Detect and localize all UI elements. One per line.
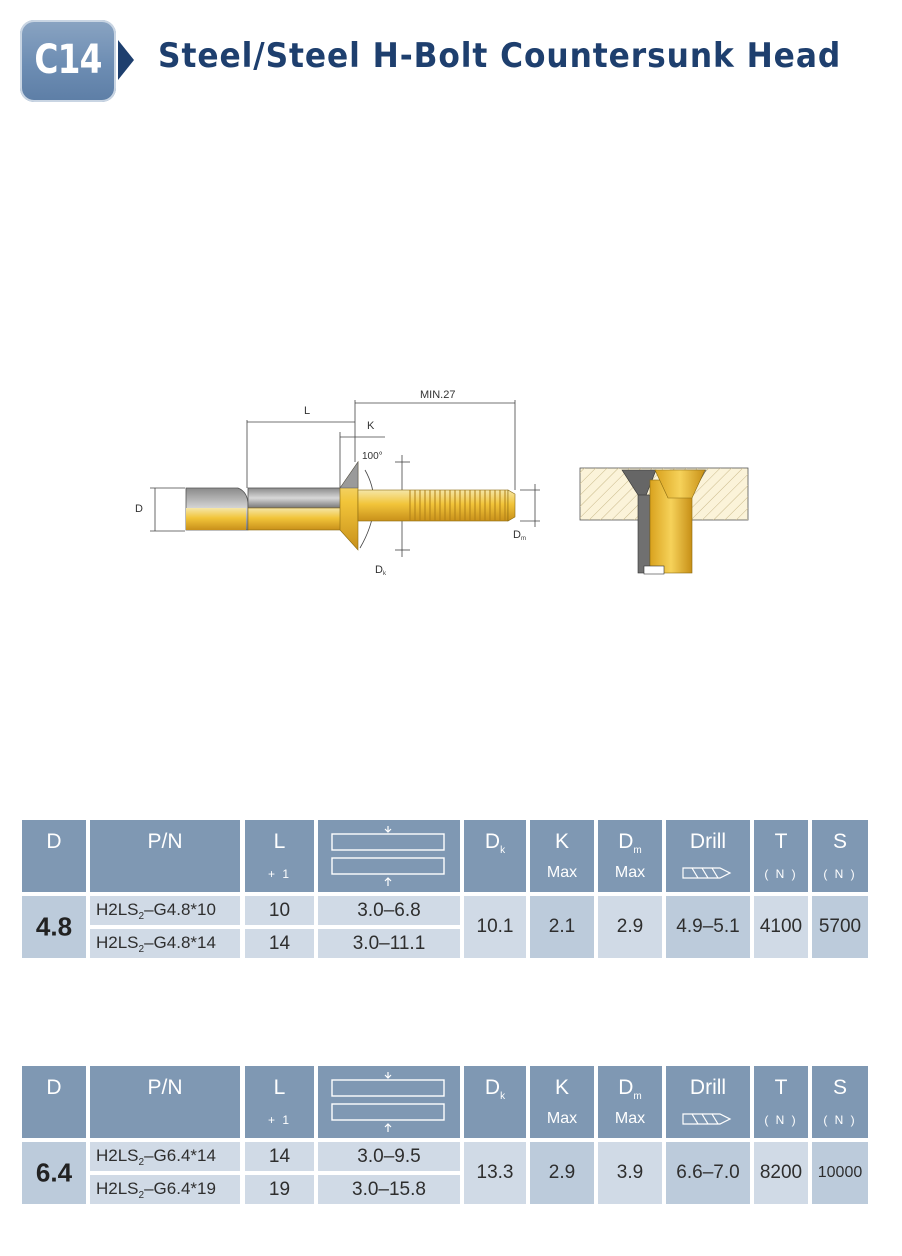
dim-k-label: K (367, 420, 375, 432)
cell-part-number: $H2LS_2-G6.4*19$ (90, 1175, 240, 1204)
dim-dk-label: Dk (375, 564, 386, 577)
col-header-s: S ( N ) (812, 1066, 868, 1138)
col-header-pn: P/N (90, 1066, 240, 1138)
arrow-right-icon (118, 40, 134, 80)
spec-table-4-8 (22, 820, 870, 960)
dim-l-label: L (304, 405, 311, 417)
cell-length: 10 (245, 896, 314, 925)
grip-range-icon (318, 820, 460, 892)
col-header-l: L + 1 (245, 1066, 314, 1138)
cell-grip-range: 3.0–11.1 (318, 929, 460, 958)
col-header-drill: Drill (666, 1066, 750, 1138)
col-header-k: K Max (530, 1066, 594, 1138)
grip-range-icon (318, 1066, 460, 1138)
cell-shear: 5700 (812, 896, 868, 958)
cell-part-number: $H2LS_2-G4.8*10$ (90, 896, 240, 925)
cell-diameter: 4.8 (22, 896, 86, 958)
cell-grip-range: 3.0–6.8 (318, 896, 460, 925)
page-title: Steel/Steel H-Bolt Countersunk Head (158, 36, 842, 76)
cell-part-number: $H2LS_2-G6.4*14$ (90, 1142, 240, 1171)
col-header-s: S ( N ) (812, 820, 868, 892)
drill-bit-icon (682, 866, 736, 880)
cell-diameter: 6.4 (22, 1142, 86, 1204)
rivet-drawing (0, 370, 902, 590)
cell-tensile: 8200 (754, 1142, 808, 1204)
col-header-dk: $D_k$ (464, 820, 526, 892)
cell-grip-range: 3.0–9.5 (318, 1142, 460, 1171)
cell-part-number: $H2LS_2-G4.8*14$ (90, 929, 240, 958)
cell-length: 19 (245, 1175, 314, 1204)
section-badge (20, 20, 116, 102)
cell-grip-range: 3.0–15.8 (318, 1175, 460, 1204)
spec-table-6-4 (22, 1066, 870, 1206)
cell-dk: 10.1 (464, 896, 526, 958)
drill-bit-icon (682, 1112, 736, 1126)
dim-min-label: MIN.27 (420, 389, 456, 401)
col-header-pn: P/N (90, 820, 240, 892)
cell-length: 14 (245, 929, 314, 958)
cell-drill: 4.9–5.1 (666, 896, 750, 958)
col-header-t: T ( N ) (754, 820, 808, 892)
cell-drill: 6.6–7.0 (666, 1142, 750, 1204)
dim-dm-label: Dm (513, 529, 526, 542)
cell-dk: 13.3 (464, 1142, 526, 1204)
cell-k: 2.1 (530, 896, 594, 958)
dim-d-label: D (135, 503, 143, 515)
col-header-dm: $D_m$ Max (598, 1066, 662, 1138)
col-header-t: T ( N ) (754, 1066, 808, 1138)
cell-dm: 3.9 (598, 1142, 662, 1204)
cell-tensile: 4100 (754, 896, 808, 958)
col-header-grip (318, 820, 460, 892)
col-header-d: D (22, 1066, 86, 1138)
col-header-grip (318, 1066, 460, 1138)
col-header-k: K Max (530, 820, 594, 892)
cell-shear: 10000 (812, 1142, 868, 1204)
col-header-dm: $D_m$ Max (598, 820, 662, 892)
col-header-drill: Drill (666, 820, 750, 892)
col-header-dk: $D_k$ (464, 1066, 526, 1138)
cell-length: 14 (245, 1142, 314, 1171)
section-code: C14 (34, 37, 102, 83)
cell-dm: 2.9 (598, 896, 662, 958)
col-header-d: D (22, 820, 86, 892)
col-header-l: L + 1 (245, 820, 314, 892)
dim-angle-label: 100° (362, 451, 383, 462)
cell-k: 2.9 (530, 1142, 594, 1204)
